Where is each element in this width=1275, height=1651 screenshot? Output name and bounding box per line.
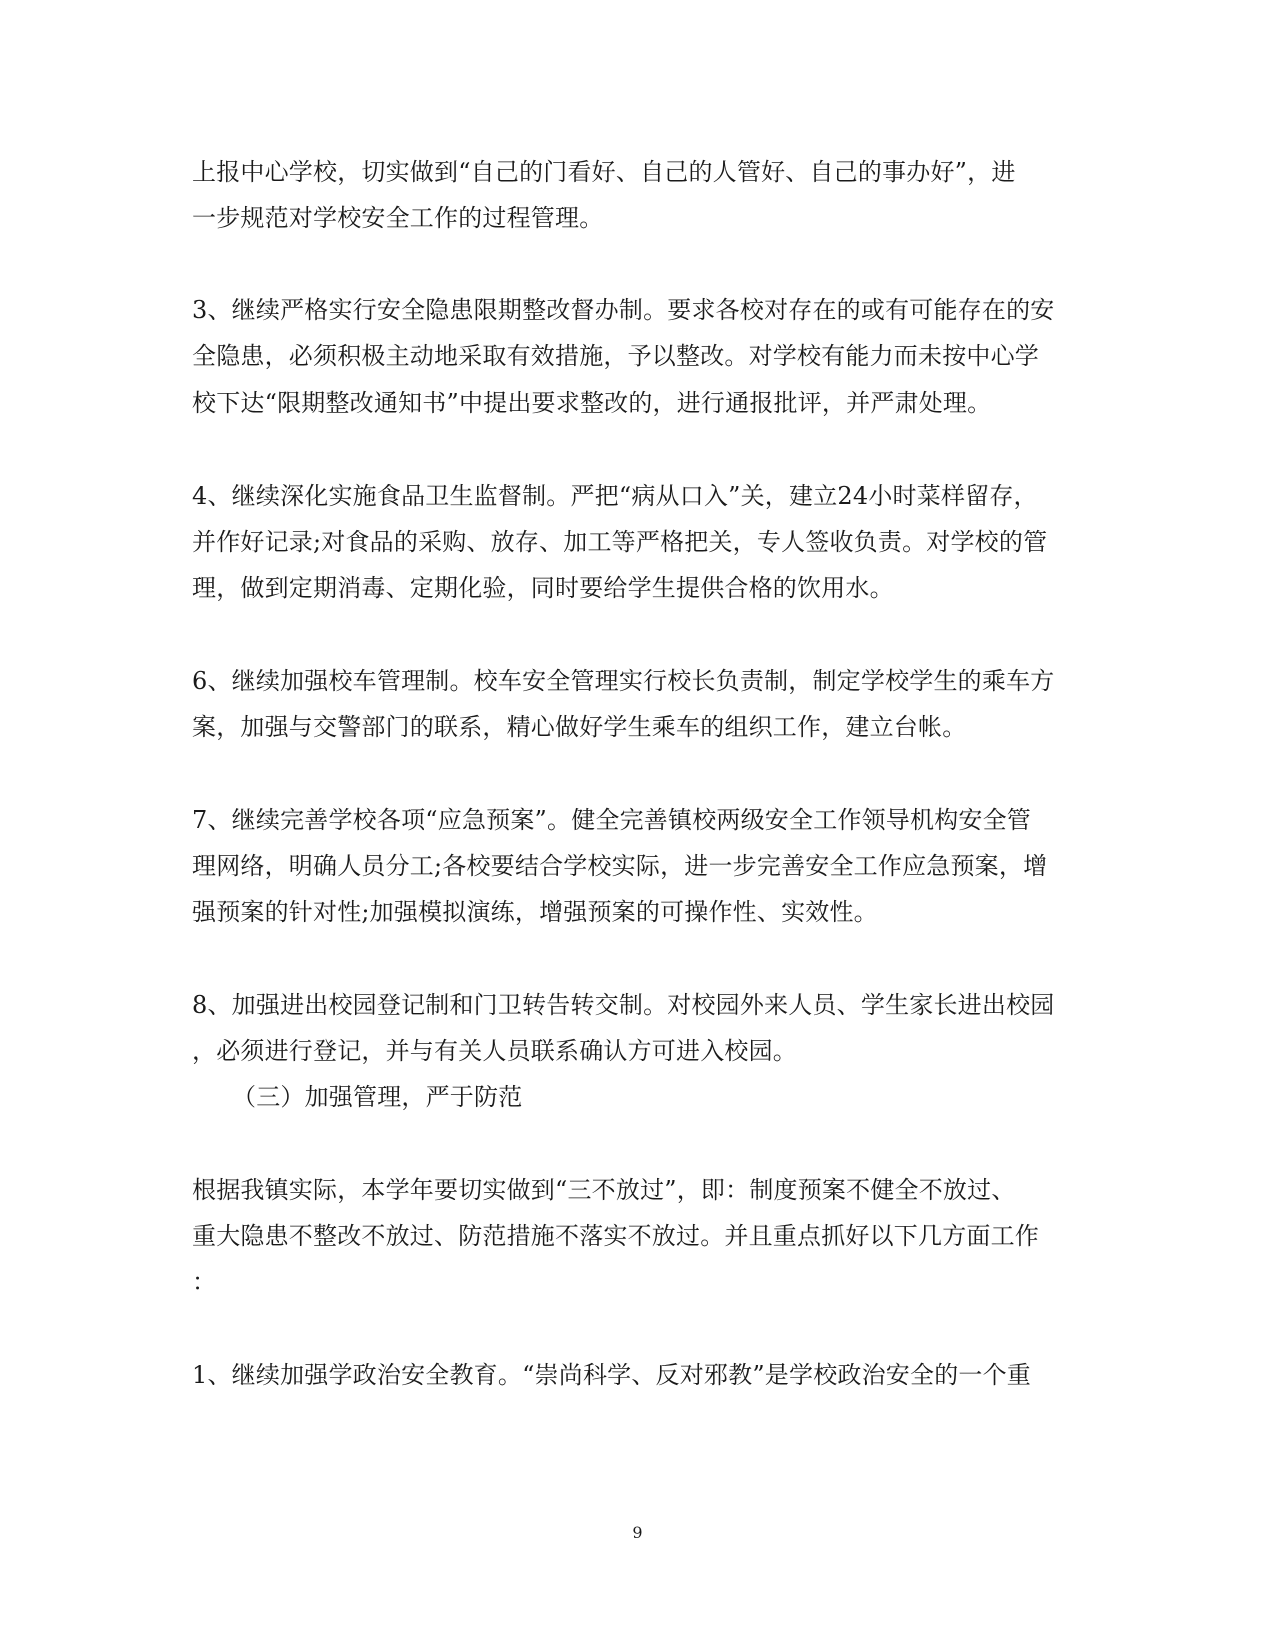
text-line: 案，加强与交警部门的联系，精心做好学生乘车的组织工作，建立台帐。 <box>192 713 967 741</box>
page-number: 9 <box>632 1523 643 1542</box>
text-line: 根据我镇实际，本学年要切实做到“三不放过”，即：制度预案不健全不放过、 <box>192 1176 1016 1204</box>
text-line: 6、继续加强校车管理制。校车安全管理实行校长负责制，制定学校学生的乘车方 <box>192 667 1055 695</box>
text-line: 理，做到定期消毒、定期化验，同时要给学生提供合格的饮用水。 <box>192 574 894 602</box>
text-line: ，必须进行登记，并与有关人员联系确认方可进入校园。 <box>192 1037 797 1065</box>
text-line: 校下达“限期整改通知书”中提出要求整改的，进行通报批评，并严肃处理。 <box>192 389 992 417</box>
text-line: 1、继续加强学政治安全教育。“崇尚科学、反对邪教”是学校政治安全的一个重 <box>192 1361 1032 1389</box>
text-line: 重大隐患不整改不放过、防范措施不落实不放过。并且重点抓好以下几方面工作 <box>192 1222 1039 1250</box>
text-line: 8、加强进出校园登记制和门卫转告转交制。对校园外来人员、学生家长进出校园 <box>192 991 1055 1019</box>
text-line: 全隐患，必须积极主动地采取有效措施，予以整改。对学校有能力而未按中心学 <box>192 342 1039 370</box>
text-line: 3、继续严格实行安全隐患限期整改督办制。要求各校对存在的或有可能存在的安 <box>192 296 1055 324</box>
text-line: 理网络，明确人员分工;各校要结合学校实际，进一步完善安全工作应急预案，增 <box>192 852 1048 880</box>
text-line: 7、继续完善学校各项“应急预案”。健全完善镇校两级安全工作领导机构安全管 <box>192 806 1032 834</box>
text-line: 一步规范对学校安全工作的过程管理。 <box>192 204 604 232</box>
text-line: 上报中心学校，切实做到“自己的门看好、自己的人管好、自己的事办好”，进 <box>192 158 1016 186</box>
text-line: ： <box>192 1268 217 1296</box>
text-line: 4、继续深化实施食品卫生监督制。严把“病从口入”关，建立24小时菜样留存， <box>192 482 1038 510</box>
text-line: 强预案的针对性;加强模拟演练，增强预案的可操作性、实效性。 <box>192 898 878 926</box>
text-line: 并作好记录;对食品的采购、放存、加工等严格把关，专人签收负责。对学校的管 <box>192 528 1048 556</box>
section-heading: （三）加强管理，严于防范 <box>232 1083 523 1111</box>
